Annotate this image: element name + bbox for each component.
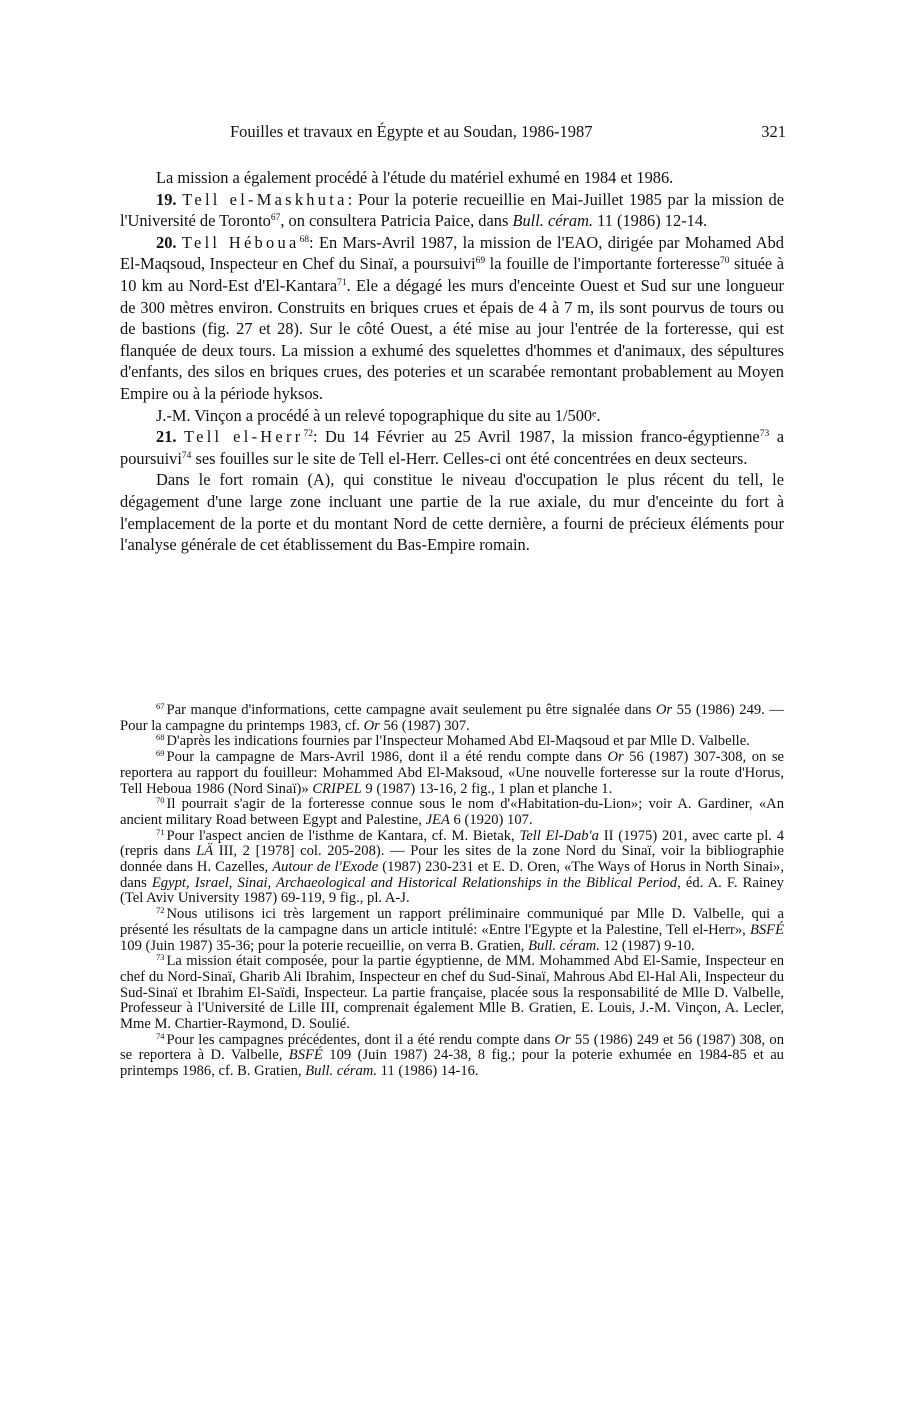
paragraph-21: 21. Tell el-Herr$^{72}$: Du 14 Février au 25 Avril 1987, la mission franco-égyptienne$^{73}$ a poursuivi$^{74}$ ses fouilles sur le site de Tell el-Herr. Celles-ci ont été concentrées en deux secteurs. bbox=[120, 427, 784, 468]
paragraph-19: 19. Tell el-Maskhuta: Pour la poterie recueillie en Mai-Juillet 1985 par la mission de l'Université de Toronto$^{67}$, on consultera Patricia Paice, dans Bull. céram. 11 (1986) 12-14. bbox=[120, 189, 784, 231]
footnote-ref: 70 bbox=[719, 256, 730, 267]
paragraph-20: 20. Tell Héboua$^{68}$: En Mars-Avril 1987, la mission de l'EAO, dirigée par Mohamed Abd El-Maqsoud, Inspecteur en Chef du Sinaï, a poursuivi$^{69}$ la fouille de l'importante forteresse$^{70}$ située à 10 km au Nord-Est d'El-Kantara$^{71}$. Ele a dégagé les murs d'enceinte Ouest et Sud sur une longueur de 300 mètres environ. Construits en briques crues et épais de 4 à 7 m, ils sont pourvus de tours ou de bastions (fig. 27 et 28). Sur le côté Ouest, a été mise au jour l'entrée de la forteresse, qui est flanquée de deux tours. La mission a exhumé des squelettes d'hommes et d'animaux, des sépultures d'enfants, des silos en briques crues, des poteries et un scarabée remontant probablement au Moyen Empire ou à la période hyksos. bbox=[120, 232, 784, 403]
footnote-ref: 74 bbox=[181, 450, 192, 461]
footnote-71: $^{71}$ Pour l'aspect ancien de l'isthme de Kantara, cf. M. Bietak, Tell El-Dab'a II (1975) 201, avec carte pl. 4 (repris dans LÄ III, 2 [1978] col. 205-208). — Pour les sites de la zone Nord du Sinaï, voir la bibliographie donnée dans H. Cazelles, Autour de l'Exode (1987) 230-231 et E. D. Oren, «The Ways of Horus in North Sinai», dans Egypt, Israel, Sinai, Archaeological and Historical Relationships in the Biblical Period, éd. A. F. Rainey (Tel Aviv University 1987) 69-119, 9 fig., pl. A-J. bbox=[120, 826, 784, 907]
footnote-ref: 72 bbox=[303, 429, 313, 440]
paragraph-intro: La mission a également procédé à l'étude du matériel exhumé en 1984 et 1986. bbox=[156, 168, 674, 187]
site-name: Tell el-Maskhuta bbox=[182, 189, 348, 209]
footnotes bbox=[120, 703, 784, 1080]
paragraph-fort: Dans le fort romain (A), qui constitue le niveau d'occupation le plus récent du tell, le dégagement d'une large zone incluant une partie de la rue axiale, du mur d'enceinte du fort à l'emplacement de la porte et du montant Nord de cette dernière, a fourni de précieux éléments pour l'analyse générale de cet établissement du Bas-Empire romain. bbox=[120, 470, 784, 555]
footnote-70: $^{70}$ Il pourrait s'agir de la forteresse connue sous le nom d'«Habitation-du-Lion»; voir A. Gardiner, «An ancient military Road between Egypt and Palestine, JEA 6 (1920) 107. bbox=[120, 795, 784, 828]
footnote-ref: 69 bbox=[475, 256, 486, 267]
running-title: Fouilles et travaux en Égypte et au Soudan, 1986-1987 bbox=[230, 122, 593, 141]
footnote-ref: 68 bbox=[299, 234, 310, 245]
footnote-74: $^{74}$ Pour les campagnes précédentes, dont il a été rendu compte dans Or 55 (1986) 249 et 56 (1987) 308, on se reportera à D. Valbelle, BSFÉ 109 (Juin 1987) 24-38, 8 fig.; pour la poterie exhumée en 1984-85 et au printemps 1986, cf. B. Gratien, Bull. céram. 11 (1986) 14-16. bbox=[120, 1030, 784, 1080]
footnote-73: $^{73}$ La mission était composée, pour la partie égyptienne, de MM. Mohammed Abd El-Samie, Inspecteur en chef du Nord-Sinaï, Gharib Ali Ibrahim, Inspecteur en chef du Sud-Sinaï, Mahrous Abd El-Hal Ali, Inspecteur du Sud-Sinaï et Ibrahim El-Saïdi, Inspecteur. La partie française, placée sous la responsabilité de Mlle D. Valbelle, Professeur à l'Université de Lille III, comprenait également Mlle B. Gratien, E. Louis, J.-M. Vinçon, A. Lecler, Mme M. Chartier-Raymond, D. Soulié. bbox=[120, 952, 784, 1033]
page-number: 321 bbox=[761, 122, 786, 141]
footnote-72: $^{72}$ Nous utilisons ici très largement un rapport préliminaire communiqué par Mlle D. Valbelle, qui a présenté les résultats de la campagne dans un article intitulé: «Entre l'Egypte et la Palestine, Tell el-Herr», BSFÉ 109 (Juin 1987) 35-36; pour la poterie recueillie, on verra B. Gratien, Bull. céram. 12 (1987) 9-10. bbox=[120, 905, 784, 954]
footnote-ref: 67 bbox=[270, 213, 281, 224]
site-name: Tell el-Herr bbox=[184, 427, 304, 447]
paragraph-vincon: J.-M. Vinçon a procédé à un relevé topographique du site au 1/500ᵉ. bbox=[156, 405, 601, 425]
site-name: Tell Héboua bbox=[181, 232, 300, 252]
body-text bbox=[120, 167, 784, 556]
footnote-68: $^{68}$ D'après les indications fournies par l'Inspecteur Mohamed Abd El-Maqsoud et par Mlle D. Valbelle. bbox=[156, 732, 750, 750]
running-header bbox=[120, 122, 786, 146]
footnote-ref: 71 bbox=[337, 277, 347, 288]
footnote-ref: 73 bbox=[759, 429, 770, 440]
footnote-67: $^{67}$ Par manque d'informations, cette campagne avait seulement pu être signalée dans Or 55 (1986) 249. — Pour la campagne du printemps 1983, cf. Or 56 (1987) 307. bbox=[120, 701, 785, 734]
footnote-69: $^{69}$ Pour la campagne de Mars-Avril 1986, dont il a été rendu compte dans Or 56 (1987) 307-308, on se reportera au rapport du fouilleur: Mohammed Abd El-Maksoud, «Une nouvelle forteresse sur la route d'Horus, Tell Heboua 1986 (Nord Sinaï)» CRIPEL 9 (1987) 13-16, 2 fig., 1 plan et planche 1. bbox=[120, 748, 784, 797]
